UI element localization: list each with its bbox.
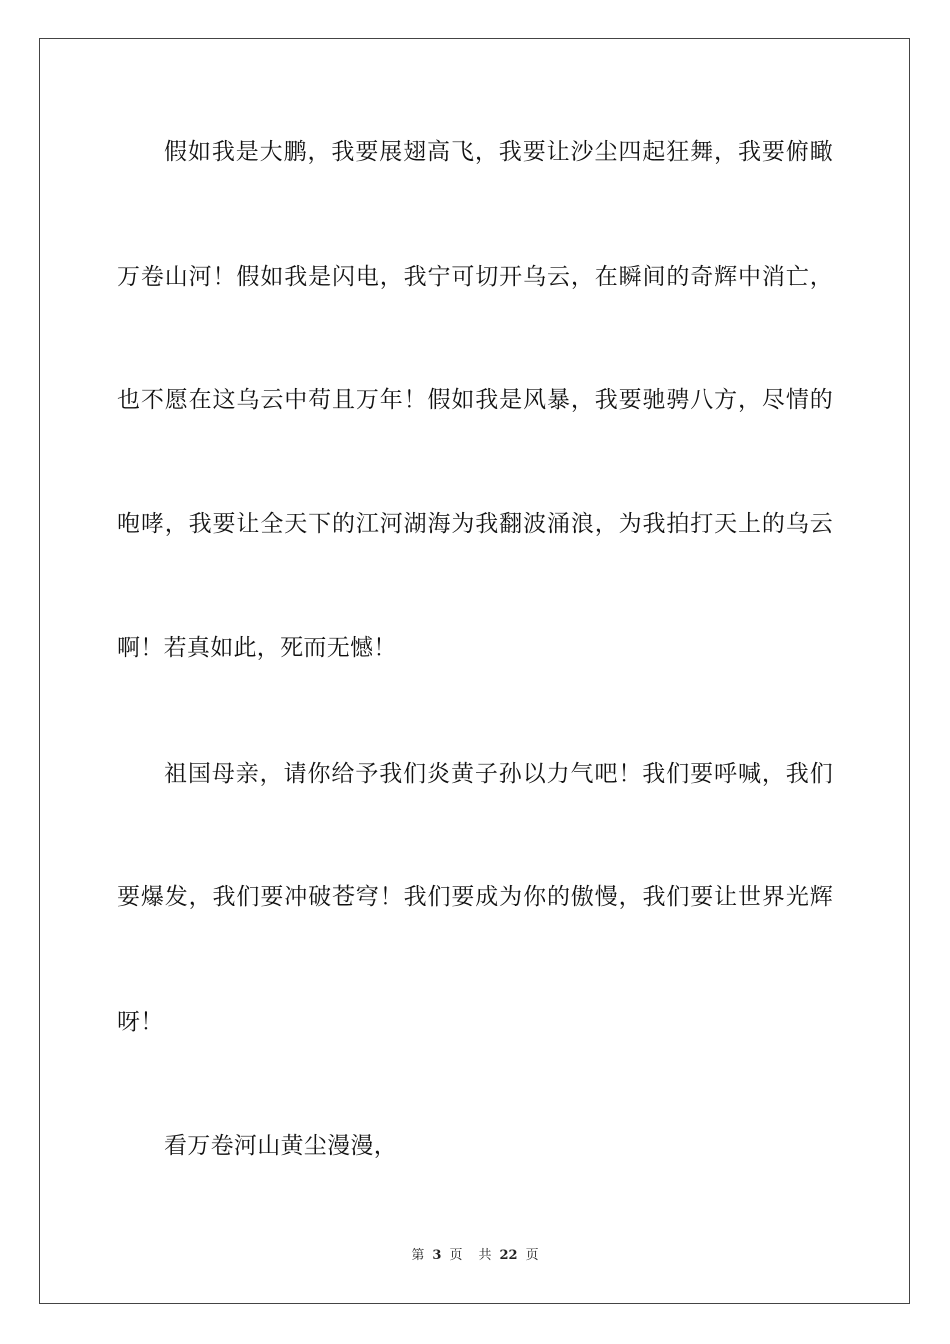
paragraph-1-line-4: 咆哮，我要让全天下的江河湖海为我翻波涌浪，为我拍打天上的乌云 [117,511,833,537]
total-suffix: 页 [525,1248,539,1263]
total-prefix: 共 [478,1248,492,1263]
paragraph-1-line-5: 啊！若真如此，死而无憾！ [117,635,397,661]
paragraph-1-line-2: 万卷山河！假如我是闪电，我宁可切开乌云，在瞬间的奇辉中消亡， [117,264,833,290]
total-indicator [474,1248,542,1263]
paragraph-1-line-1: 假如我是大鹏，我要展翅高飞，我要让沙尘四起狂舞，我要俯瞰 [164,139,833,165]
page-prefix: 第 [411,1248,425,1263]
total-pages: 22 [499,1248,518,1263]
page-number: 3 [432,1248,442,1263]
paragraph-2-line-3: 呀！ [117,1009,164,1035]
paragraph-3-line-1: 看万卷河山黄尘漫漫， [164,1133,397,1159]
page-suffix: 页 [449,1248,463,1263]
page-indicator [407,1248,466,1263]
paragraph-2-line-2: 要爆发，我们要冲破苍穹！我们要成为你的傲慢，我们要让世界光辉 [117,884,833,910]
paragraph-1-line-3: 也不愿在这乌云中苟且万年！假如我是风暴，我要驰骋八方，尽情的 [117,387,833,413]
page-frame [39,38,910,1304]
paragraph-2-line-1: 祖国母亲，请你给予我们炎黄子孙以力气吧！我们要呼喊，我们 [164,761,833,787]
page-footer [0,1246,950,1266]
